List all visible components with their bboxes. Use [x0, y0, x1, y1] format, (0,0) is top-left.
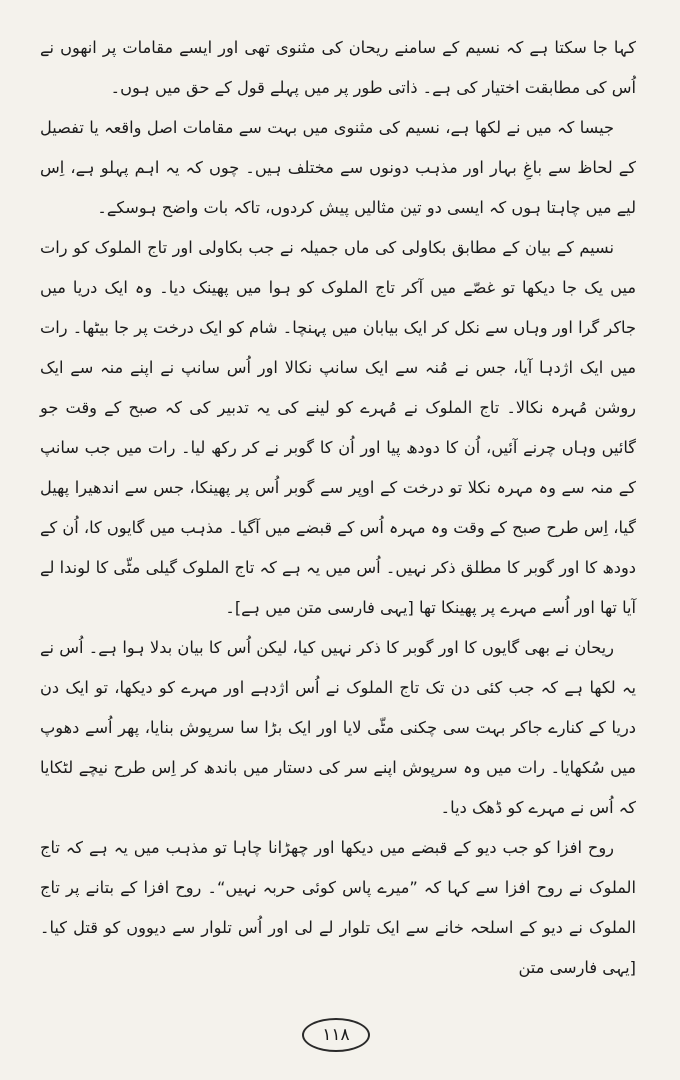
- paragraph-4: ریحان نے بھی گایوں کا اور گوبر کا ذکر نہیں کیا، لیکن اُس کا بیان بدلا ہوا ہے۔ اُس نے یہ لکھا ہے کہ جب کئی دن تک تاج الملوک نے اُس اژدہے اور مہرے کو دیکھا، تو ایک دن دریا کے کنارے جاکر بہت سی چکنی مٹّی لایا اور ایک بڑا سا سرپوش بنایا، پھر اُسے دھوپ میں سُکھایا۔ رات میں وہ سرپوش اپنے سر کی دستار میں باندھ کر اِس طرح نیچے لٹکایا کہ اُس نے مہرے کو ڈھک دیا۔: [40, 638, 636, 817]
- page-number: ۱۱۸: [302, 1018, 370, 1052]
- paragraph-2: جیسا کہ میں نے لکھا ہے، نسیم کی مثنوی میں بہت سے مقامات اصل واقعہ یا تفصیل کے لحاظ سے باغِ بہار اور مذہب دونوں سے مختلف ہیں۔ چوں کہ یہ اہم پہلو ہے، اِس لیے میں چاہتا ہوں کہ ایسی دو تین مثالیں پیش کردوں، تاکہ بات واضح ہوسکے۔: [40, 118, 636, 217]
- paragraph-5: روح افزا کو جب دیو کے قبضے میں دیکھا اور چھڑانا چاہا تو مذہب میں یہ ہے کہ تاج الملوک نے روح افزا سے کہا کہ ”میرے پاس کوئی حربہ نہیں“۔ روح افزا کے بتانے پر تاج الملوک نے دیو کے اسلحہ خانے سے ایک تلوار لے لی اور اُس تلوار سے دیووں کو قتل کیا۔ [یہی فارسی متن: [40, 838, 636, 977]
- paragraph-3: نسیم کے بیان کے مطابق بکاولی کی ماں جمیلہ نے جب بکاولی اور تاج الملوک کو رات میں یک جا دیکھا تو غصّے میں آکر تاج الملوک کو ہوا میں پھینک دیا۔ وہ ایک دریا میں جاکر گرا اور وہاں سے نکل کر ایک بیابان میں پہنچا۔ شام کو ایک درخت پر جا بیٹھا۔ رات میں ایک اژدہا آیا، جس نے مُنہ سے ایک سانپ نکالا اور اُس سانپ نے اپنے منہ سے ایک روشن مُہرہ نکالا۔ تاج الملوک نے مُہرے کو لینے کی یہ تدبیر کی کہ صبح کے وقت جو گائیں وہاں چرنے آئیں، اُن کا دودھ پیا اور اُن کا گوبر نے کر رکھ لیا۔ رات میں جب سانپ کے منہ سے وہ مہرہ نکلا تو درخت کے اوپر سے گوبر اُس پر پھینکا، جس سے اندھیرا پھیل گیا، اِس طرح صبح کے وقت وہ مہرہ اُس کے قبضے میں آگیا۔ مذہب میں گایوں کا، اُن کے دودھ کا اور گوبر کا مطلق ذکر نہیں۔ اُس میں یہ ہے کہ تاج الملوک گیلی مٹّی کا لوندا لے آیا تھا اور اُسے مہرے پر پھینکا تھا [یہی فارسی متن میں ہے]۔: [40, 238, 636, 617]
- body-text: [40, 28, 636, 988]
- paragraph-1: کہا جا سکتا ہے کہ نسیم کے سامنے ریحان کی مثنوی تھی اور ایسے مقامات پر انھوں نے اُس کی مطابقت اختیار کی ہے۔ ذاتی طور پر میں پہلے قول کے حق میں ہوں۔: [40, 38, 636, 97]
